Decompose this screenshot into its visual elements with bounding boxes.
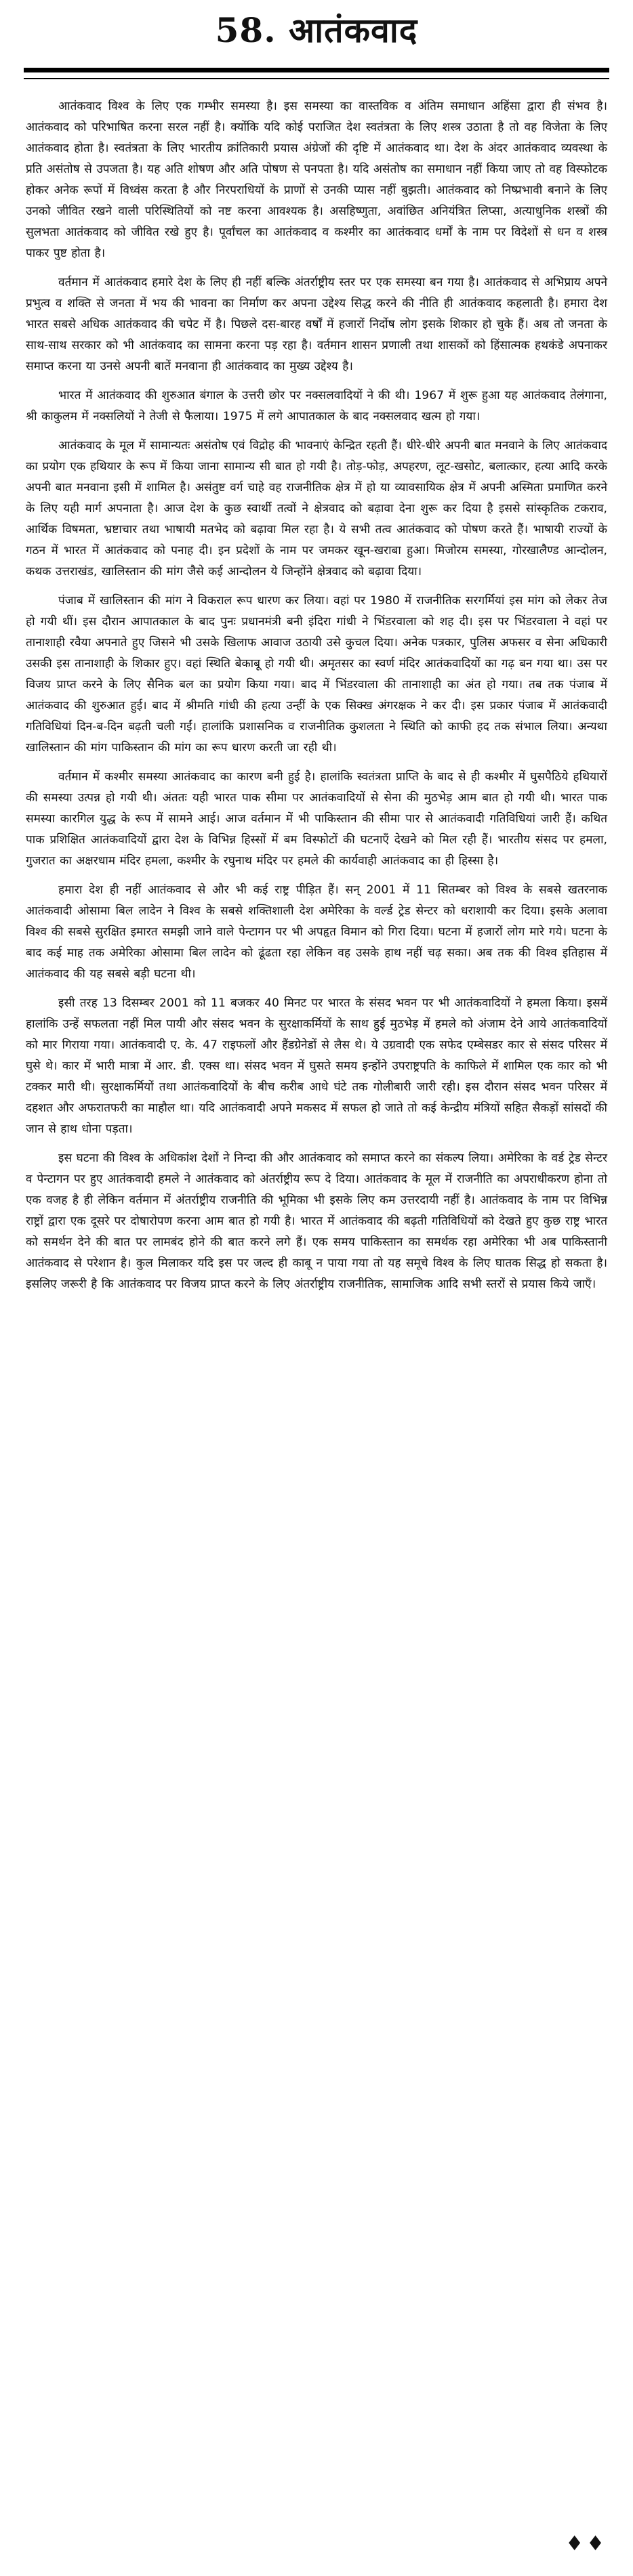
paragraph-1: आतंकवाद विश्व के लिए एक गम्भीर समस्या है। इस समस्या का वास्तविक व अंतिम समाधान अहिंसा द्वारा ही संभव है। आतंकवाद को परिभाषित करना सरल नहीं है। क्योंकि यदि कोई पराजित देश स्वतंत्रता के लिए शस्त्र उठाता है तो वह विजेता के लिए आतंकवाद होता है। स्वतंत्रता के लिए भारतीय क्रांतिकारी प्रयास अंग्रेजों की दृष्टि में आतंकवाद था। देश के अंदर आतंकवाद व्यवस्था के प्रति असंतोष से उपजता है। यह अति शोषण और अति पोषण से पनपता है। यदि असंतोष का समाधान नहीं किया जाए तो वह विस्फोटक होकर अनेक रूपों में विध्वंस करता है और निरपराधियों के प्राणों से उनकी प्यास नहीं बुझती। आतंकवाद को निष्प्रभावी बनाने के लिए उनको जीवित रखने वाली परिस्थितियों को नष्ट करना आवश्यक है। असहिष्णुता, अवांछित अनियंत्रित लिप्सा, अत्याधुनिक शस्त्रों की सुलभता आतंकवाद को जीवित रखे हुए है। पूर्वांचल का आतंकवाद व कश्मीर का आतंकवाद धर्मों के नाम पर विदेशों से धन व शस्त्र पाकर पुष्ट होता है। [26,100,607,260]
paragraph-6: वर्तमान में कश्मीर समस्या आतंकवाद का कारण बनी हुई है। हालांकि स्वतंत्रता प्राप्ति के बाद से ही कश्मीर में घुसपैठिये हथियारों की समस्या उत्पन्न हो गयी थी। अंततः यही भारत पाक सीमा पर आतंकवादियों से सेना की मुठभेड़ आम बात हो गयी थी। भारत पाक समस्या कारगिल युद्ध के रूप में सामने आई। आज वर्तमान में भी पाकिस्तान की सीमा पार से आतंकवादी गतिविधियां जारी हैं। कथित पाक प्रशिक्षित आतंकवादियों द्वारा देश के विभिन्न हिस्सों में बम विस्फोटों की घटनाएँ देखने को मिल रही हैं। भारतीय संसद पर हमला, गुजरात का अक्षरधाम मंदिर हमला, कश्मीर के रघुनाथ मंदिर पर हमले की कार्यवाही आतंकवाद का ही हिस्सा है। [26,770,607,868]
paragraph-7: हमारा देश ही नहीं आतंकवाद से और भी कई राष्ट्र पीड़ित हैं। सन् 2001 में 11 सितम्बर को विश्व के सबसे खतरनाक आतंकवादी ओसामा बिल लादेन ने विश्व के सबसे शक्तिशाली देश अमेरिका के वर्ल्ड ट्रेड सेन्टर को धराशायी कर दिया। इसके अलावा विश्व की सबसे सुरक्षित इमारत समझी जाने वाले पेन्टागन पर भी अपहृत विमान को गिरा दिया। घटना में हजारों लोग मारे गये। घटना के बाद कई माह तक अमेरिका ओसामा बिल लादेन को ढूंढता रहा लेकिन वह उसके हाथ नहीं चढ़ सका। अब तक की विश्व इतिहास में आतंकवाद की यह सबसे बड़ी घटना थी। [26,883,607,981]
title-rule-thin [24,78,609,79]
paragraph-4: आतंकवाद के मूल में सामान्यतः असंतोष एवं विद्रोह की भावनाएं केन्द्रित रहती हैं। धीरे-धीरे अपनी बात मनवाने के लिए आतंकवाद का प्रयोग एक हथियार के रूप में किया जाना सामान्य सी बात हो गयी है। तोड़-फोड़, अपहरण, लूट-खसोट, बलात्कार, हत्या आदि करके अपनी बात मनवाना इसी में शामिल है। असंतुष्ट वर्ग चाहे वह राजनीतिक क्षेत्र में हो या व्यावसायिक क्षेत्र में अपनी अस्मिता प्रमाणित करने के लिए यही मार्ग अपनाता है। आज देश के कुछ स्वार्थी तत्वों ने क्षेत्रवाद को बढ़ावा देना शुरू कर दिया है इससे सांस्कृतिक टकराव, आर्थिक विषमता, भ्रष्टाचार तथा भाषायी मतभेद को बढ़ावा मिल रहा है। ये सभी तत्व आतंकवाद को पोषण करते हैं। भाषायी राज्यों के गठन में भारत में आतंकवाद को पनाह दी। इन प्रदेशों के नाम पर जमकर खून-खराबा हुआ। मिजोरम समस्या, गोरखालैण्ड आन्दोलन, कथक उत्तराखंड, खालिस्तान की मांग जैसे कई आन्दोलन ये जिन्होंने क्षेत्रवाद को बढ़ावा दिया। [26,439,607,578]
paragraph-8: इसी तरह 13 दिसम्बर 2001 को 11 बजकर 40 मिनट पर भारत के संसद भवन पर भी आतंकवादियों ने हमला किया। इसमें हालांकि उन्हें सफलता नहीं मिल पायी और संसद भवन के सुरक्षाकर्मियों के साथ हुई मुठभेड़ में हमले को अंजाम देने आये आतंकवादियों को मार गिराया गया। आतंकवादी ए. के. 47 राइफलों और हैंडग्रेनेडों से लैस थे। ये उग्रवादी एक सफेद एम्बेसडर कार से संसद परिसर में घुसे थे। कार में भारी मात्रा में आर. डी. एक्स था। संसद भवन में घुसते समय इन्होंने उपराष्ट्रपति के काफिले में शामिल एक कार को भी टक्कर मारी थी। सुरक्षाकर्मियों तथा आतंकवादियों के बीच करीब आधे घंटे तक गोलीबारी जारी रही। इस दौरान संसद भवन परिसर में दहशत और अफरातफरी का माहौल था। यदि आतंकवादी अपने मकसद में सफल हो जाते तो कई केन्द्रीय मंत्रियों सहित सैकड़ों सांसदों की जान से हाथ धोना पड़ता। [26,996,607,1136]
title-rule-thick [24,68,609,72]
paragraph-9: इस घटना की विश्व के अधिकांश देशों ने निन्दा की और आतंकवाद को समाप्त करने का संकल्प लिया। अमेरिका के वर्ड ट्रेड सेन्टर व पेन्टागन पर हुए आतंकवादी हमले ने आतंकवाद को अंतर्राष्ट्रीय रूप दे दिया। आतंकवाद के मूल में राजनीति का अपराधीकरण होना तो एक वजह है ही लेकिन वर्तमान में अंतर्राष्ट्रीय राजनीति की भूमिका भी इसके लिए कम उत्तरदायी नहीं है। आतंकवाद के नाम पर विभिन्न राष्ट्रों द्वारा एक दूसरे पर दोषारोपण करना आम बात हो गयी है। भारत में आतंकवाद की बढ़ती गतिविधियों को देखते हुए कुछ राष्ट्र भारत को समर्थन देने की बात पर लामबंद होने की बात करने लगे हैं। एक समय पाकिस्तान का समर्थक रहा अमेरिका भी अब पाकिस्तानी आतंकवाद से परेशान है। कुल मिलाकर यदि इस पर जल्द ही काबू न पाया गया तो यह समूचे विश्व के लिए घातक सिद्ध हो सकता है। इसलिए जरूरी है कि आतंकवाद पर विजय प्राप्त करने के लिए अंतर्राष्ट्रीय राजनीतिक, सामाजिक आदि सभी स्तरों से प्रयास किये जाएँ। [26,1152,607,1291]
paragraph-3: भारत में आतंकवाद की शुरुआत बंगाल के उत्तरी छोर पर नक्सलवादियों ने की थी। 1967 में शुरू हुआ यह आतंकवाद तेलंगाना, श्री काकुलम में नक्सलियों ने तेजी से फैलाया। 1975 में लगे आपातकाल के बाद नक्सलवाद खत्म हो गया। [26,389,607,423]
paragraph-2: वर्तमान में आतंकवाद हमारे देश के लिए ही नहीं बल्कि अंतर्राष्ट्रीय स्तर पर एक समस्या बन गया है। आतंकवाद से अभिप्राय अपने प्रभुत्व व शक्ति से जनता में भय की भावना का निर्माण कर अपना उद्देश्य सिद्ध करने की नीति ही आतंकवाद कहलाती है। हमारा देश भारत सबसे अधिक आतंकवाद की चपेट में है। पिछले दस-बारह वर्षों में हजारों निर्दोष लोग इसके शिकार हो चुके हैं। अब तो जनता के साथ-साथ सरकार को भी आतंकवाद का सामना करना पड़ रहा है। वर्तमान शासन प्रणाली तथा शासकों को हिंसात्मक हथकंडे अपनाकर समाप्त करना या उनसे अपनी बातें मनवाना ही आतंकवाद का मुख्य उद्देश्य है। [26,276,607,373]
end-ornament: ♦♦ [565,2532,607,2556]
paragraph-5: पंजाब में खालिस्तान की मांग ने विकराल रूप धारण कर लिया। वहां पर 1980 में राजनीतिक सरगर्मियां इस मांग को लेकर तेज हो गयी थीं। इस दौरान आपातकाल के बाद पुनः प्रधानमंत्री बनी इंदिरा गांधी ने भिंडरवाला को शह दी। इस पर भिंडरवाला ने वहां पर तानाशाही रवैया अपनाते हुए जिसने भी उसके खिलाफ आवाज उठायी उसे कुचल दिया। अनेक पत्रकार, पुलिस अफसर व सेना अधिकारी उसकी इस तानाशाही के शिकार हुए। वहां स्थिति बेकाबू हो गयी थी। अमृतसर का स्वर्ण मंदिर आतंकवादियों का गढ़ बन गया था। उस पर विजय प्राप्त करने के लिए सैनिक बल का प्रयोग किया गया। बाद में भिंडरवाला की तानाशाही का अंत हो गया। तब तक पंजाब में आतंकवाद की शुरुआत हुई। बाद में श्रीमति गांधी की हत्या उन्हीं के एक सिक्ख अंगरक्षक ने कर दी। इस प्रकार पंजाब में आतंकवादी गतिविधियां दिन-ब-दिन बढ़ती चली गईं। हालांकि प्रशासनिक व राजनीतिक कुशलता ने स्थिति को काफी हद तक संभाल लिया। अन्यथा खालिस्तान की मांग पाकिस्तान की मांग का रूप धारण करती जा रही थी। [26,594,607,755]
page-title: 58. आतंकवाद [215,10,418,50]
essay-body [26,96,607,1303]
